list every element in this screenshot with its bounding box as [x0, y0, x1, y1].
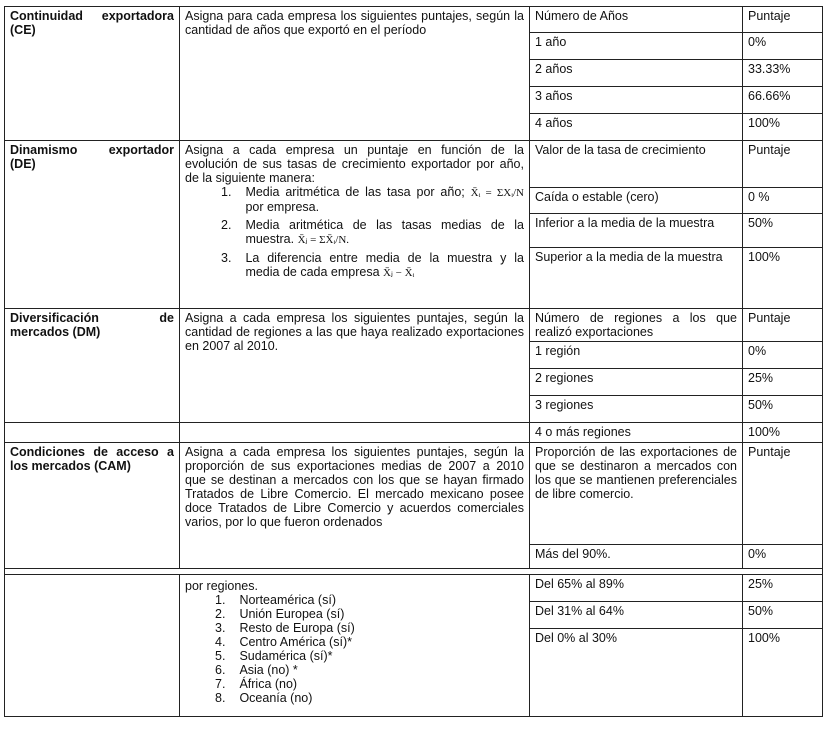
cell-label: 2 regiones — [530, 369, 743, 396]
list-item — [215, 621, 524, 635]
cell-label: 1 región — [530, 342, 743, 369]
list-item — [215, 251, 524, 280]
table-row — [5, 443, 823, 545]
description-dm: Asigna a cada empresa los siguientes puntajes, según la cantidad de regiones a las que haya realizado exportaciones en 2007 al 2010. — [180, 309, 530, 423]
cell-score: 50% — [743, 602, 823, 629]
cell-label: 3 años — [530, 87, 743, 114]
description-cam: Asigna a cada empresa los siguientes puntajes, según la proporción de sus exportaciones medias de 2007 a 2010 que se destinan a mercados con los que se hayan firmado Tratados de Libre Comercio. El mercado mexicano posee doce Tratados de Libre Comercio y acuerdos comerciales varios, por lo que fueron ordenados — [180, 443, 530, 569]
cell-label: Del 31% al 64% — [530, 602, 743, 629]
cell-label: 2 años — [530, 60, 743, 87]
blank-cell — [5, 423, 180, 443]
list-item — [215, 649, 524, 663]
cell-label: Del 0% al 30% — [530, 629, 743, 717]
list-number: 6. — [215, 663, 226, 677]
region-list — [185, 593, 524, 705]
formula: X̄ⱼ − X̄ᵢ — [383, 267, 415, 279]
list-tail: por empresa. — [245, 200, 320, 214]
scoring-table — [4, 6, 823, 717]
method-list — [185, 185, 524, 280]
cell-label: Inferior a la media de la muestra — [530, 214, 743, 248]
cell-score: 0% — [743, 545, 823, 569]
region-name: Norteamérica (sí) — [239, 593, 336, 607]
cell-label: Más del 90%. — [530, 545, 743, 569]
table-row — [5, 423, 823, 443]
cell-score: 25% — [743, 369, 823, 396]
region-name: Oceanía (no) — [239, 691, 313, 705]
list-text: Media aritmética de las tasas medias de la muestra. — [245, 218, 524, 246]
column-header: Puntaje — [743, 141, 823, 188]
list-item — [215, 635, 524, 649]
cell-score: 0 % — [743, 188, 823, 214]
column-header: Número de regiones a los que realizó exportaciones — [530, 309, 743, 342]
region-name: Asia (no) * — [239, 663, 298, 677]
cell-score: 100% — [743, 248, 823, 309]
cell-score: 33.33% — [743, 60, 823, 87]
region-name: Unión Europea (sí) — [239, 607, 345, 621]
list-number: 8. — [215, 691, 226, 705]
formula: X̄ⱼ = ΣX̄ᵢ/N. — [297, 234, 350, 246]
column-header: Proporción de las exportaciones de que se destinaron a mercados con los que se mantienen preferenciales de libre comercio. — [530, 443, 743, 545]
criterion-cam: Condiciones de acceso a los mercados (CAM) — [5, 443, 180, 569]
formula: X̄ᵢ = ΣXᵢ/N — [470, 187, 524, 199]
list-number: 1. — [215, 593, 226, 607]
column-header: Valor de la tasa de crecimiento — [530, 141, 743, 188]
region-name: África (no) — [239, 677, 298, 691]
blank-cell — [180, 423, 530, 443]
list-number: 3. — [215, 621, 226, 635]
list-number: 7. — [215, 677, 226, 691]
list-item — [215, 593, 524, 607]
list-item — [215, 663, 524, 677]
description-text: Asigna a cada empresa un puntaje en función de la evolución de sus tasas de crecimiento exportador por año, de la siguiente manera: — [185, 143, 524, 185]
list-number: 3. — [221, 251, 232, 265]
list-number: 2. — [215, 607, 226, 621]
cell-score: 25% — [743, 575, 823, 602]
cell-label: 4 años — [530, 114, 743, 141]
list-number: 4. — [215, 635, 226, 649]
column-header: Puntaje — [743, 443, 823, 545]
list-text: Media aritmética de las tasa por año; — [245, 185, 465, 199]
list-item — [215, 677, 524, 691]
region-name: Resto de Europa (sí) — [239, 621, 355, 635]
criterion-dm: Diversificación de mercados (DM) — [5, 309, 180, 423]
list-item — [215, 691, 524, 705]
cell-score: 100% — [743, 629, 823, 717]
blank-cell — [5, 575, 180, 717]
cell-score: 0% — [743, 342, 823, 369]
list-number: 1. — [221, 185, 232, 199]
cell-score: 50% — [743, 214, 823, 248]
table-row — [5, 575, 823, 602]
region-name: Sudamérica (sí)* — [239, 649, 333, 663]
description-ce: Asigna para cada empresa los siguientes puntajes, según la cantidad de años que exportó en el período — [180, 7, 530, 141]
list-item — [215, 218, 524, 247]
criterion-de: Dinamismo exportador (DE) — [5, 141, 180, 309]
list-item — [215, 607, 524, 621]
cell-score: 100% — [743, 423, 823, 443]
list-item — [215, 185, 524, 214]
cell-score: 50% — [743, 396, 823, 423]
criterion-ce: Continuidad exportadora (CE) — [5, 7, 180, 141]
cell-label: 1 año — [530, 33, 743, 60]
cell-score: 66.66% — [743, 87, 823, 114]
column-header: Número de Años — [530, 7, 743, 33]
continuation-intro: por regiones. — [185, 579, 258, 593]
column-header: Puntaje — [743, 309, 823, 342]
table-row — [5, 141, 823, 188]
continuation-description — [180, 575, 530, 717]
cell-label: Caída o estable (cero) — [530, 188, 743, 214]
list-number: 2. — [221, 218, 232, 232]
table-row — [5, 7, 823, 33]
table-row — [5, 309, 823, 342]
description-de — [180, 141, 530, 309]
list-text: La diferencia entre media de la muestra y la media de cada empresa — [245, 251, 524, 279]
cell-label: Del 65% al 89% — [530, 575, 743, 602]
cell-score: 100% — [743, 114, 823, 141]
cell-label: 4 o más regiones — [530, 423, 743, 443]
column-header: Puntaje — [743, 7, 823, 33]
cell-label: 3 regiones — [530, 396, 743, 423]
cell-label: Superior a la media de la muestra — [530, 248, 743, 309]
list-number: 5. — [215, 649, 226, 663]
region-name: Centro América (sí)* — [239, 635, 352, 649]
cell-score: 0% — [743, 33, 823, 60]
